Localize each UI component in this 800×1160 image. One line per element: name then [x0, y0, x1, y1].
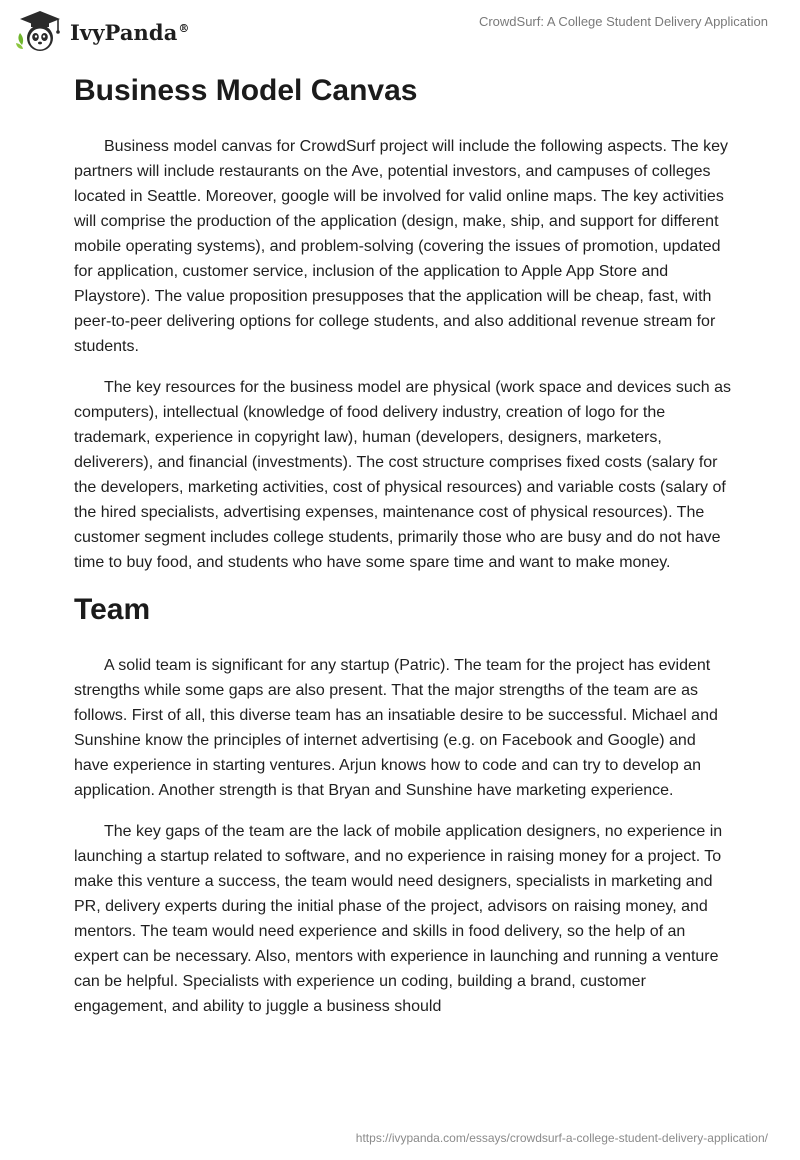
- page-header: [0, 0, 800, 62]
- brand-name: IvyPanda®: [70, 19, 190, 45]
- paragraph: The key gaps of the team are the lack of mobile application designers, no experience in launching a startup related to software, and no experience in raising money for a project. To make this venture a success, the team would need designers, specialists in marketing and PR, delivery experts during the initial phase of the project, advisors on raising money, and mentors. The team would need experience and skills in food delivery, so the help of an expert can be necessary. Also, mentors with experience in launching and running a venture can be helpful. Specialists with experience un coding, building a brand, customer engagement, and ability to juggle a business should: [74, 823, 723, 1015]
- paragraph: A solid team is significant for any startup (Patric). The team for the project has evident strengths while some gaps are also present. That the major strengths of the team are as follows. First of all, this diverse team has an insatiable desire to be successful. Michael and Sunshine know the principles of internet advertising (e.g. on Facebook and Google) and have experience in starting ventures. Arjun knows how to code and can try to develop an application. Another strength is that Bryan and Sunshine have marketing experience.: [74, 657, 718, 799]
- section-heading-team: Team: [74, 593, 151, 626]
- paragraph: Business model canvas for CrowdSurf project will include the following aspects. The key partners will include restaurants on the Ave, potential investors, and campuses of colleges located in Seattle. Moreover, google will be involved for valid online maps. The key activities will comprise the production of the application (design, make, ship, and support for different mobile operating systems), and problem-solving (covering the issues of promotion, updated for application, customer service, inclusion of the application to Apple App Store and Playstore). The value proposition presupposes that the application will be cheap, fast, with peer-to-peer delivering options for college students, and also additional revenue stream for students.: [74, 138, 728, 355]
- source-url[interactable]: https://ivypanda.com/essays/crowdsurf-a-college-student-delivery-application/: [355, 1131, 768, 1145]
- essay-content: [74, 72, 734, 1035]
- graduation-panda-icon: [14, 9, 66, 53]
- paragraph: The key resources for the business model are physical (work space and devices such as computers), intellectual (knowledge of food delivery industry, creation of logo for the trademark, experience in copyright law), human (developers, designers, marketers, deliverers), and financial (investments). The cost structure comprises fixed costs (salary for the developers, marketing activities, cost of physical resources) and variable costs (salary of the hired specialists, advertising expenses, maintenance cost of physical resources). The customer segment includes college students, primarily those who are busy and do not have time to buy food, and students who have some spare time and want to make money.: [74, 379, 731, 571]
- registered-mark: ®: [178, 21, 190, 35]
- document-title: CrowdSurf: A College Student Delivery Application: [478, 14, 768, 29]
- ivypanda-logo[interactable]: [14, 9, 190, 53]
- section-heading-business-model-canvas: Business Model Canvas: [74, 74, 418, 107]
